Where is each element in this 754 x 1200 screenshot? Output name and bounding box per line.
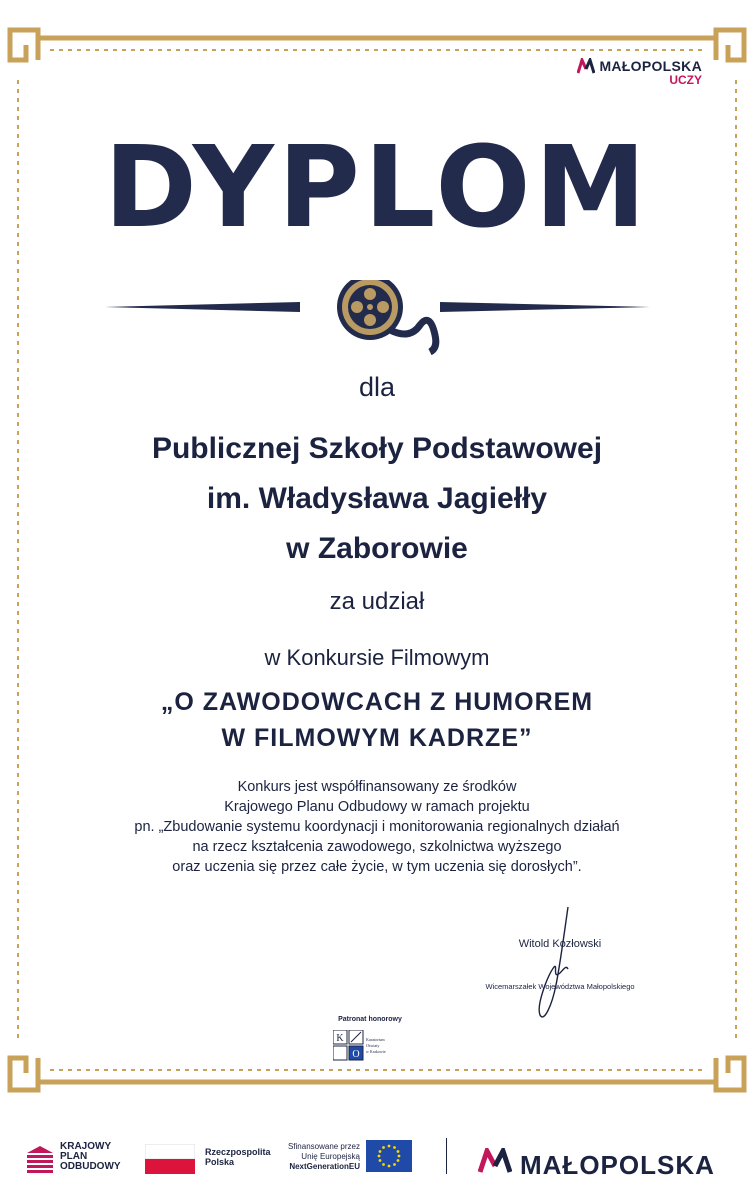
- funding-line: Konkurs jest współfinansowany ze środków: [237, 779, 517, 795]
- school-line-2: im. Władysława Jagiełły: [206, 482, 548, 515]
- footer-divider: [446, 1138, 447, 1174]
- contest-title-line-1: „O ZAWODOWCACH Z HUMOREM: [160, 688, 594, 716]
- school-name: [0, 424, 754, 574]
- school-line-1: Publicznej Szkoły Podstawowej: [151, 432, 603, 465]
- rp-text: Rzeczpospolita Polska: [205, 1147, 271, 1167]
- diploma-title: DYPLOM: [103, 123, 651, 253]
- svg-text:w Krakowie: w Krakowie: [366, 1049, 386, 1054]
- funding-note: [0, 777, 754, 877]
- brand-malopolska-uczy: [577, 58, 702, 87]
- contest-intro: w Konkursie Filmowym: [264, 645, 490, 670]
- malopolska-logo-icon: [577, 58, 595, 74]
- contest-title-line-2: W FILMOWYM KADRZE”: [221, 724, 533, 752]
- malopolska-logo-icon: [478, 1148, 512, 1174]
- contest-title: [0, 684, 754, 756]
- brand-name: MAŁOPOLSKA: [599, 58, 702, 74]
- footer-logos: [0, 1120, 754, 1200]
- brand-sub: UCZY: [669, 73, 702, 87]
- signatory-role: Wicemarszałek Województwa Małopolskiego: [485, 982, 635, 991]
- film-reel-ornament: [105, 280, 650, 355]
- funding-line: na rzecz kształcenia zawodowego, szkolnictwa wyższego: [192, 839, 562, 855]
- funding-line: pn. „Zbudowanie systemu koordynacji i monitorowania regionalnych działań: [134, 819, 620, 835]
- for-label: dla: [358, 372, 396, 402]
- participation-label: za udział: [329, 588, 425, 615]
- kuratorium-logo: [333, 1030, 413, 1064]
- kpo-text: KRAJOWY PLAN ODBUDOWY: [60, 1141, 121, 1172]
- funding-line: oraz uczenia się przez całe życie, w tym uczenia się dorosłych”.: [172, 859, 582, 875]
- patron-label: Patronat honorowy: [338, 1016, 402, 1023]
- school-line-3: w Zaborowie: [286, 532, 468, 565]
- polish-flag-icon: [145, 1144, 195, 1174]
- svg-text:Oświaty: Oświaty: [366, 1043, 380, 1048]
- ue-text: Sfinansowane przez Unię Europejską NextGenerationEU: [287, 1142, 360, 1171]
- handwritten-signature: [530, 905, 580, 1025]
- malopolska-wordmark: MAŁOPOLSKA: [520, 1150, 715, 1180]
- svg-text:K: K: [336, 1033, 344, 1044]
- kpo-logo-icon: [25, 1144, 55, 1174]
- signatory-name: Witold Kozłowski: [518, 938, 602, 950]
- svg-text:O: O: [352, 1049, 360, 1060]
- film-reel-icon: [337, 280, 436, 352]
- svg-text:Kuratorium: Kuratorium: [366, 1037, 385, 1042]
- funding-line: Krajowego Planu Odbudowy w ramach projektu: [224, 799, 530, 815]
- eu-flag-icon: [366, 1140, 412, 1172]
